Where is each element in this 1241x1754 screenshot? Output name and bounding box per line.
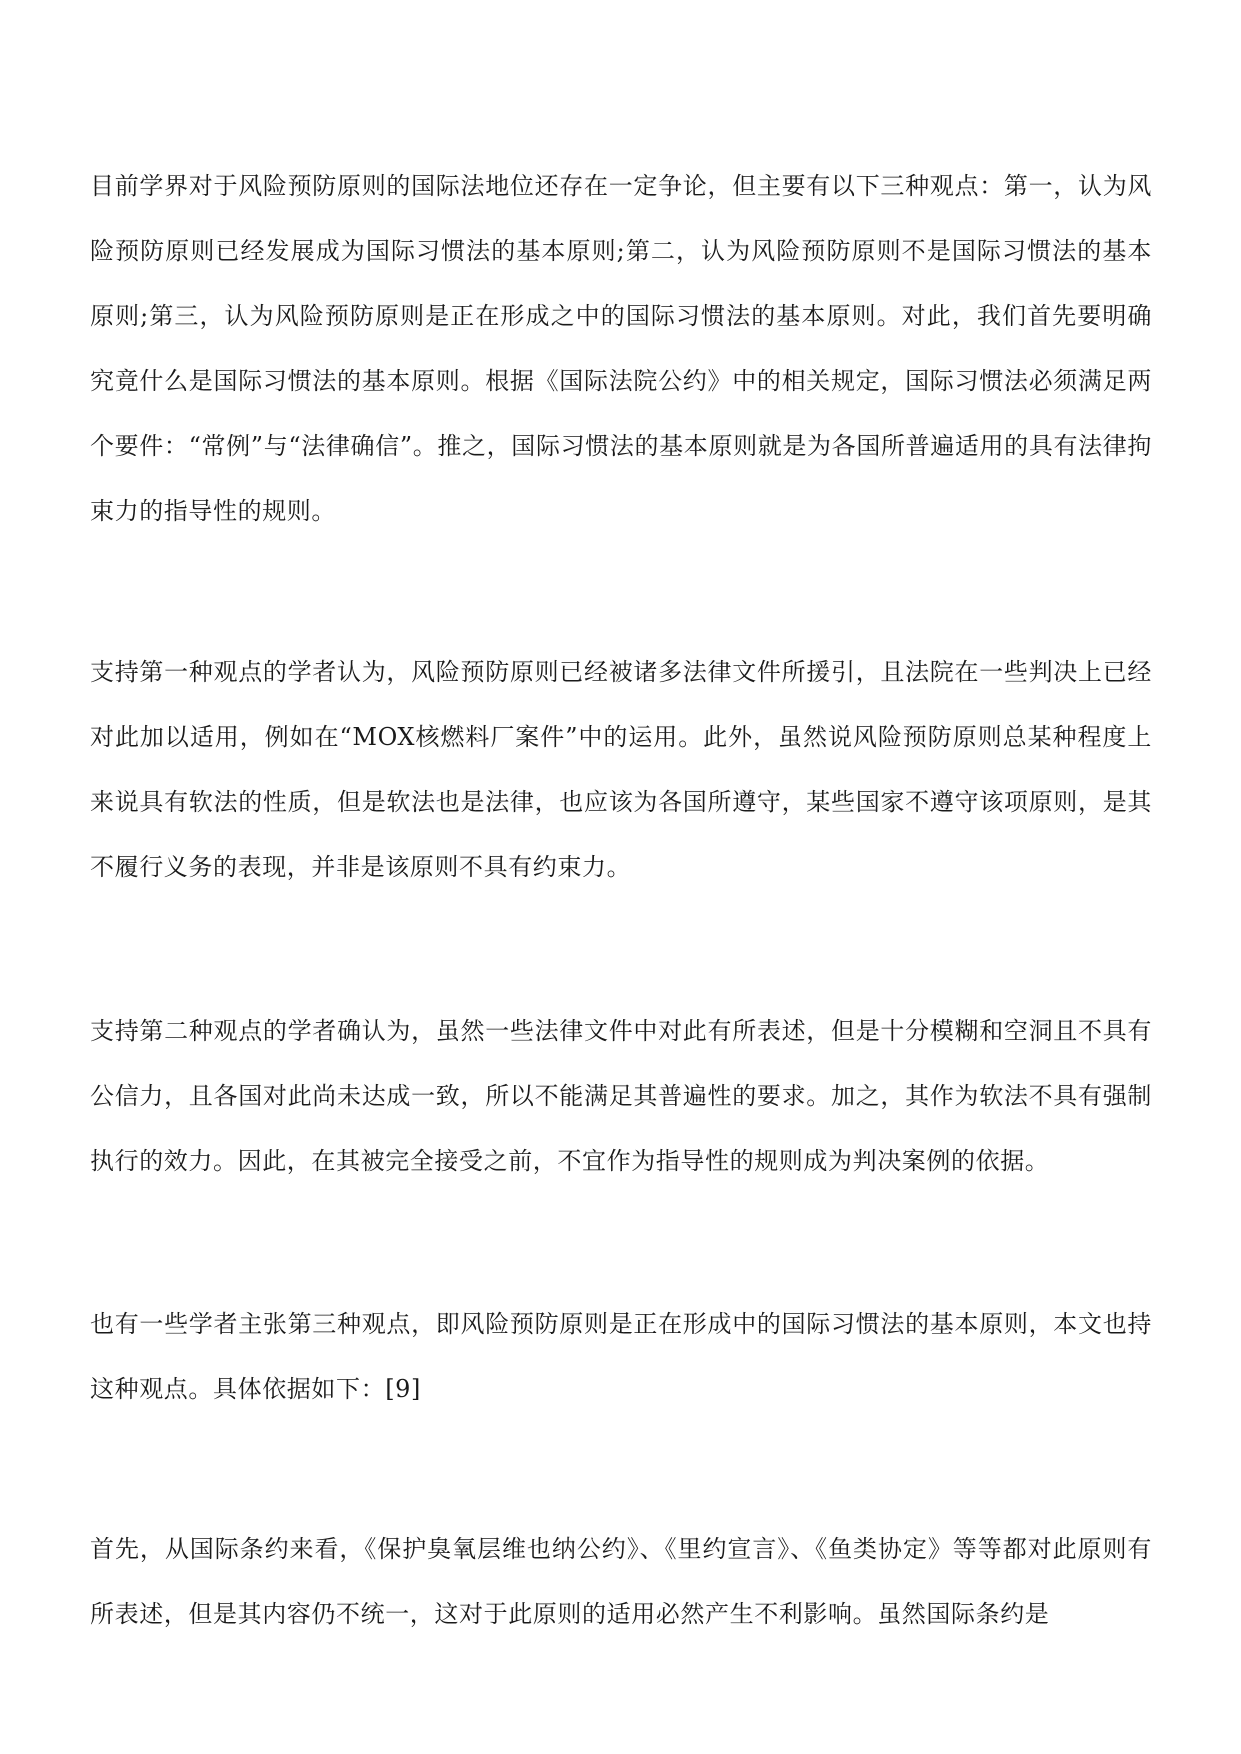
paragraph-2: 支持第一种观点的学者认为，风险预防原则已经被诸多法律文件所援引，且法院在一些判决上已经对此加以适用，例如在“MOX核燃料厂案件”中的运用。此外，虽然说风险预防原则总某种程度上来说具有软法的性质，但是软法也是法律，也应该为各国所遵守，某些国家不遵守该项原则，是其不履行义务的表现，并非是该原则不具有约束力。 xyxy=(90,658,1152,881)
paragraph-4: 也有一些学者主张第三种观点，即风险预防原则是正在形成中的国际习惯法的基本原则，本文也持这种观点。具体依据如下：[9] xyxy=(90,1310,1152,1403)
paragraph-5: 首先，从国际条约来看，《保护臭氧层维也纳公约》、《里约宣言》、《鱼类协定》等等都对此原则有所表述，但是其内容仍不统一，这对于此原则的适用必然产生不利影响。虽然国际条约是 xyxy=(90,1535,1152,1628)
paragraph-3: 支持第二种观点的学者确认为，虽然一些法律文件中对此有所表述，但是十分模糊和空洞且不具有公信力，且各国对此尚未达成一致，所以不能满足其普遍性的要求。加之，其作为软法不具有强制执行的效力。因此，在其被完全接受之前，不宜作为指导性的规则成为判决案例的依据。 xyxy=(90,1017,1152,1175)
paragraph-1: 目前学界对于风险预防原则的国际法地位还存在一定争论，但主要有以下三种观点：第一，认为风险预防原则已经发展成为国际习惯法的基本原则;第二，认为风险预防原则不是国际习惯法的基本原则;第三，认为风险预防原则是正在形成之中的国际习惯法的基本原则。对此，我们首先要明确究竟什么是国际习惯法的基本原则。根据《国际法院公约》中的相关规定，国际习惯法必须满足两个要件：“常例”与“法律确信”。推之，国际习惯法的基本原则就是为各国所普遍适用的具有法律拘束力的指导性的规则。 xyxy=(90,172,1152,525)
